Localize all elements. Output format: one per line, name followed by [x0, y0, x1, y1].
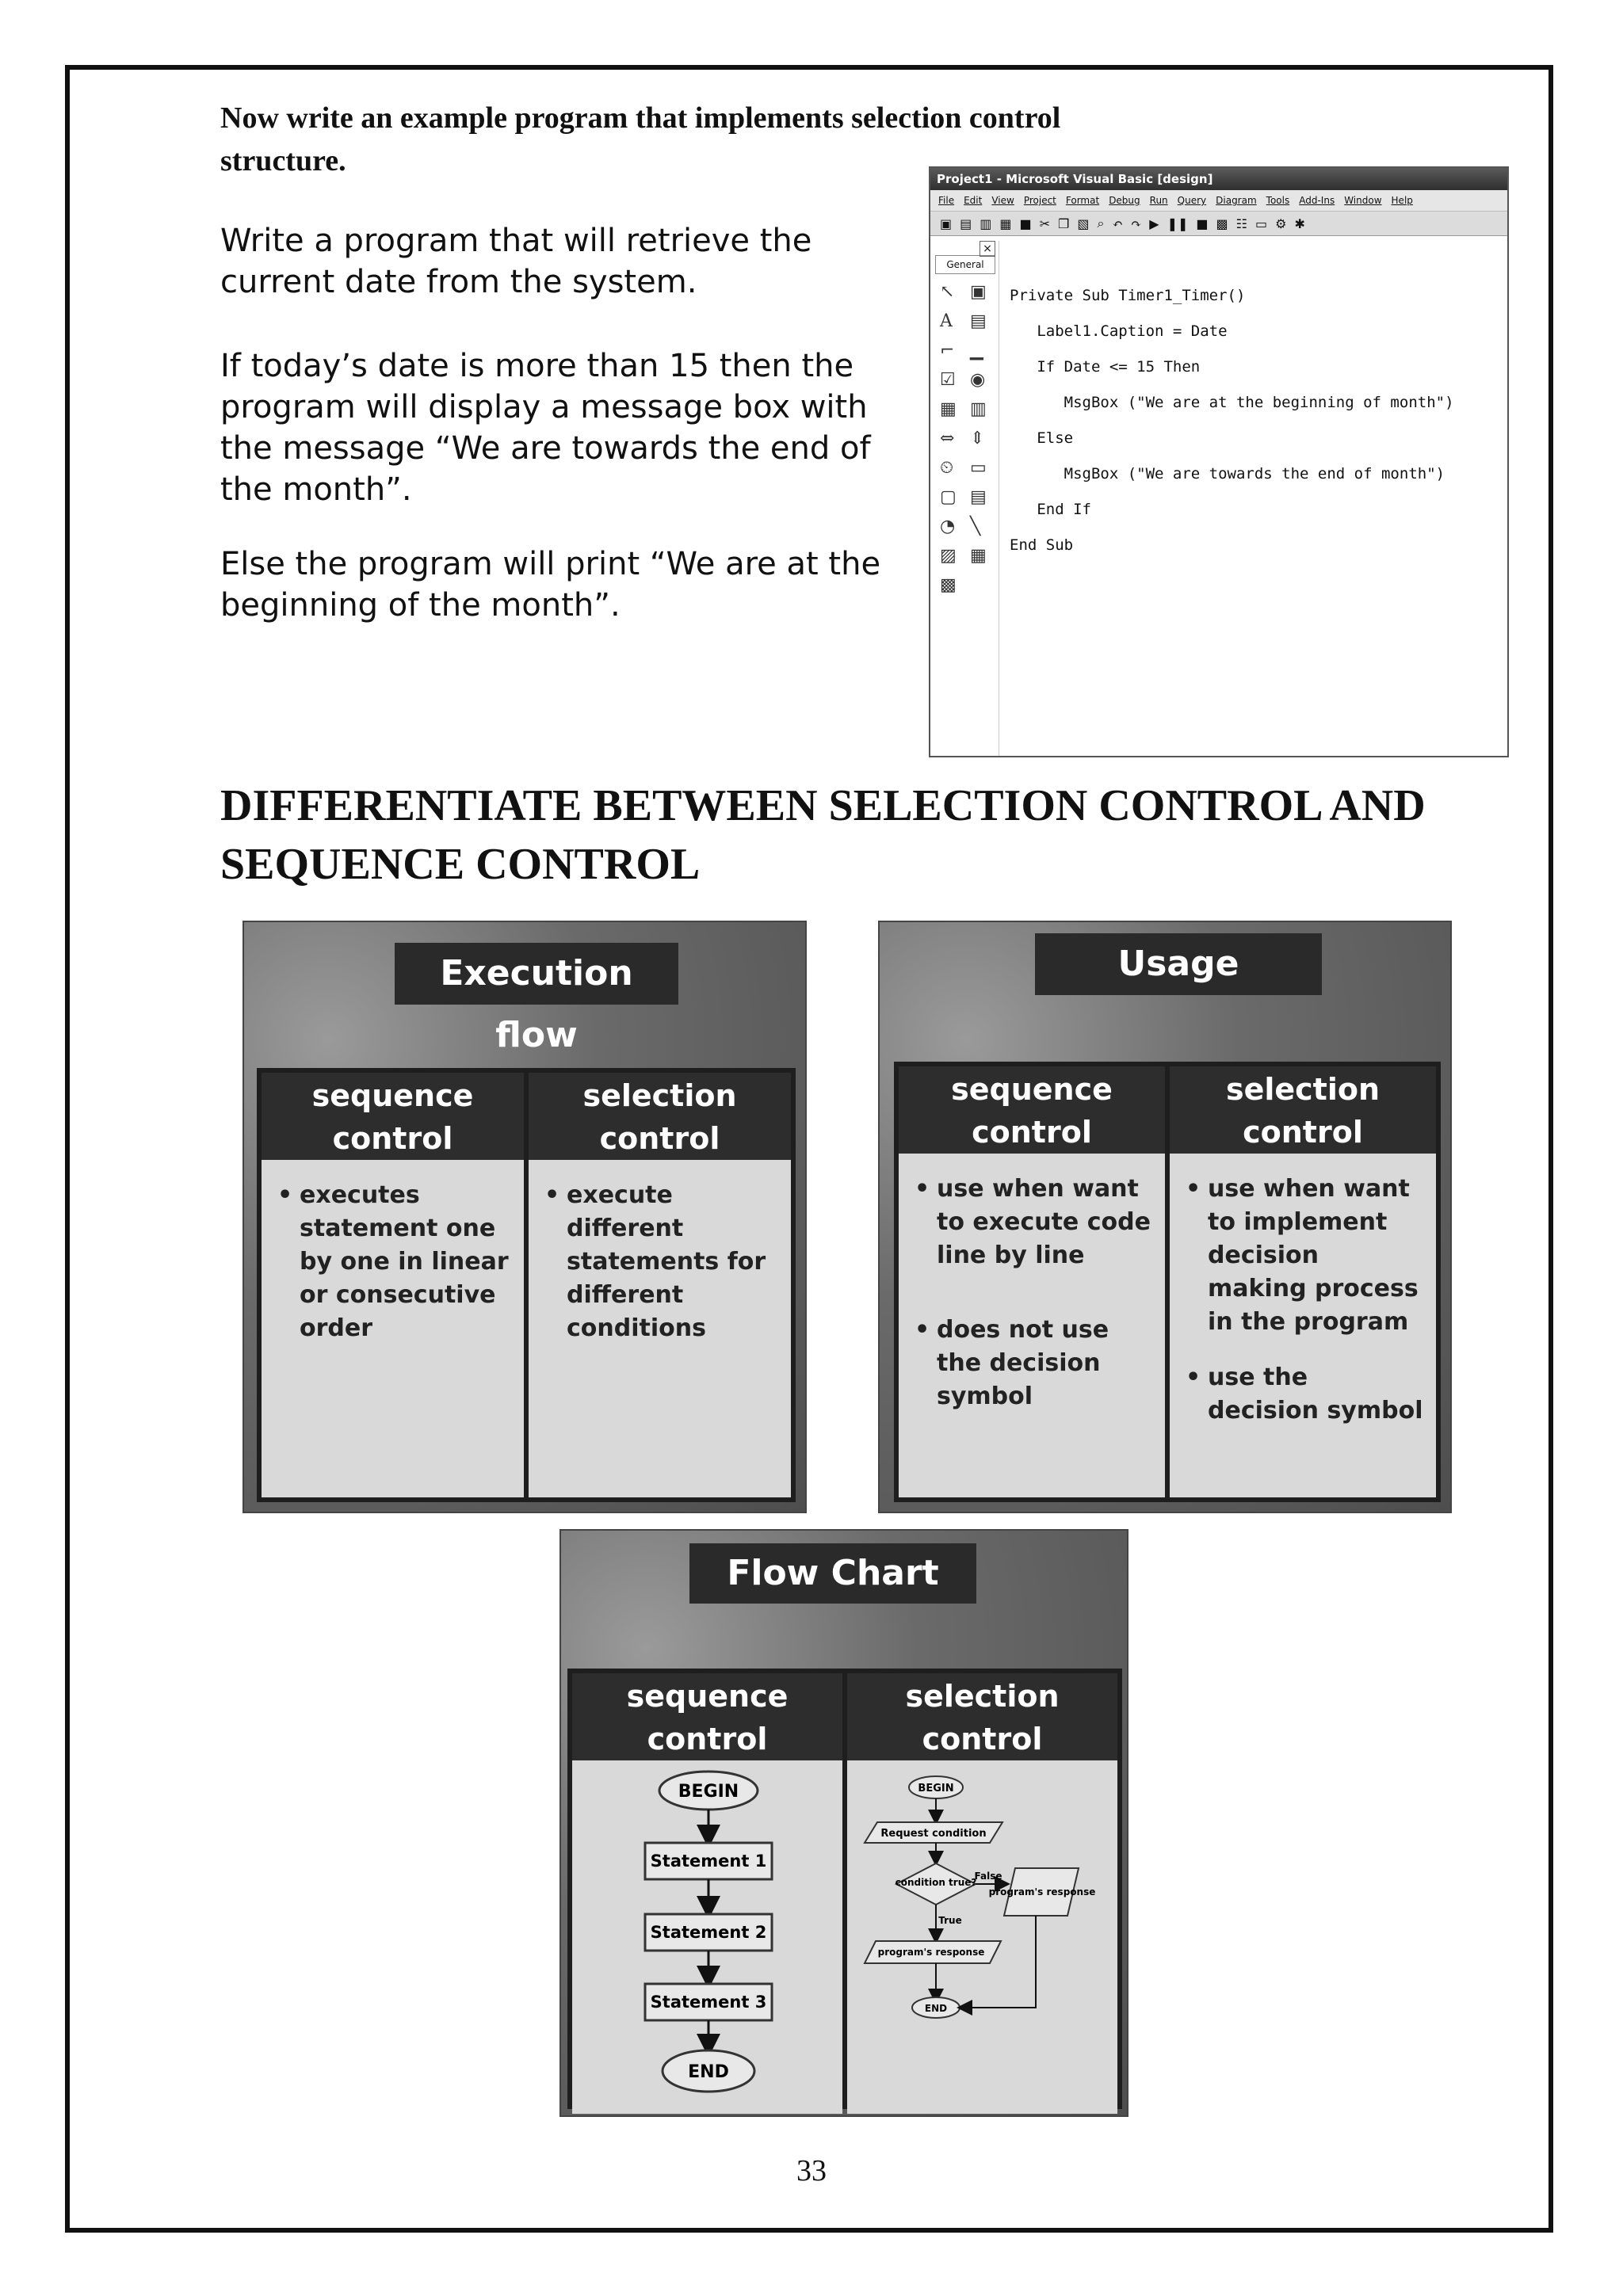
- stop-icon[interactable]: ■: [1196, 215, 1209, 231]
- vb-menu-item[interactable]: Query: [1177, 195, 1207, 206]
- column-header: selection control: [847, 1673, 1117, 1760]
- combobox-tool-icon[interactable]: ▦: [940, 399, 957, 419]
- pointer-tool-icon[interactable]: ↖: [940, 282, 955, 302]
- vb-menu-item[interactable]: View: [991, 195, 1014, 206]
- true-label: True: [938, 1915, 962, 1926]
- sel-end-label: END: [924, 2003, 948, 2014]
- column-selection: [529, 1073, 791, 1497]
- code-window[interactable]: [1010, 242, 1454, 635]
- slide-title: Usage: [1035, 933, 1322, 995]
- sel-begin-label: BEGIN: [918, 1783, 954, 1794]
- column-body: [572, 1760, 842, 2114]
- column-body: [262, 1160, 524, 1497]
- task-paragraph-1: Write a program that will retrieve the current date from the system.: [220, 223, 812, 300]
- data-tool-icon[interactable]: ▦: [970, 546, 987, 566]
- vb-menu-item[interactable]: Project: [1023, 195, 1056, 206]
- undo-icon[interactable]: ↶: [1112, 215, 1123, 231]
- bullet-item: • use when want to execute code line by line: [913, 1173, 1154, 1272]
- vscroll-tool-icon[interactable]: ⇕: [970, 429, 985, 448]
- request-condition-label: Request condition: [880, 1828, 987, 1840]
- vb-menu-item[interactable]: Window: [1344, 195, 1382, 206]
- listbox-tool-icon[interactable]: ▥: [970, 399, 987, 419]
- comparison-table: [257, 1068, 796, 1502]
- vb-toolbar: [930, 212, 1507, 236]
- label-tool-icon[interactable]: A: [940, 311, 953, 331]
- code-line: End If: [1010, 501, 1091, 518]
- slide-title: Flow Chart: [689, 1543, 976, 1604]
- column-header: sequence control: [572, 1673, 842, 1760]
- false-response-label: program's response: [988, 1886, 1096, 1897]
- save-icon[interactable]: ■: [1019, 215, 1032, 231]
- column-body: [529, 1160, 791, 1497]
- column-body: [847, 1760, 1117, 2114]
- vb-menu-item[interactable]: File: [938, 195, 955, 206]
- textbox-tool-icon[interactable]: ▤: [970, 311, 987, 331]
- vb-menu-item[interactable]: Edit: [964, 195, 983, 206]
- run-icon[interactable]: ▶: [1149, 215, 1159, 231]
- vb-title-bar: Project1 - Microsoft Visual Basic [design]: [930, 168, 1507, 190]
- slide-flow-chart: [559, 1529, 1128, 2117]
- task-paragraph-3: Else the program will print “We are at the beginning of the month”.: [220, 546, 881, 624]
- dir-tool-icon[interactable]: ▢: [940, 487, 957, 507]
- column-header: sequence control: [899, 1066, 1165, 1154]
- vb-menu-item[interactable]: Run: [1149, 195, 1168, 206]
- bullet-item: • use when want to implement decision making process in the program: [1184, 1173, 1425, 1339]
- slide-execution-flow: [242, 921, 807, 1513]
- find-icon[interactable]: ⌕: [1097, 215, 1105, 231]
- line-tool-icon[interactable]: ╲: [970, 517, 981, 536]
- column-header: sequence control: [262, 1073, 524, 1160]
- open-icon[interactable]: ▦: [999, 215, 1012, 231]
- column-body: [899, 1154, 1165, 1497]
- picture-tool-icon[interactable]: ▣: [970, 282, 987, 302]
- false-label: False: [974, 1871, 1002, 1882]
- option-tool-icon[interactable]: ◉: [970, 370, 986, 390]
- pause-icon[interactable]: ❚❚: [1167, 215, 1189, 231]
- code-line: Else: [1010, 429, 1074, 447]
- project-explorer-icon[interactable]: ▩: [1216, 215, 1228, 231]
- statement-1-label: Statement 1: [650, 1852, 767, 1871]
- paste-icon[interactable]: ▧: [1077, 215, 1090, 231]
- column-selection: [1170, 1066, 1436, 1497]
- vb-toolbox: [935, 241, 999, 756]
- end-label: END: [688, 2062, 729, 2082]
- code-line: Label1.Caption = Date: [1010, 322, 1228, 340]
- column-sequence: [572, 1673, 842, 2104]
- column-selection: [847, 1673, 1117, 2104]
- toolbox-tab-general[interactable]: General: [935, 255, 995, 274]
- vb-ide-screenshot: [929, 166, 1509, 757]
- code-line: End Sub: [1010, 536, 1074, 554]
- page-number: 33: [796, 2154, 827, 2187]
- properties-icon[interactable]: ☷: [1235, 215, 1247, 231]
- checkbox-tool-icon[interactable]: ☑: [940, 370, 956, 390]
- slide-usage: [878, 921, 1452, 1513]
- drive-tool-icon[interactable]: ▭: [970, 458, 987, 478]
- ole-tool-icon[interactable]: ▩: [940, 575, 957, 595]
- intro-text: Now write an example program that implements selection control structure.: [220, 101, 1061, 177]
- add-project-icon[interactable]: ▣: [940, 215, 953, 231]
- form-layout-icon[interactable]: ▭: [1255, 215, 1268, 231]
- shape-tool-icon[interactable]: ◔: [940, 517, 956, 536]
- cut-icon[interactable]: ✂: [1039, 215, 1051, 231]
- true-response-label: program's response: [877, 1947, 985, 1958]
- code-line: Private Sub Timer1_Timer(): [1010, 287, 1246, 304]
- redo-icon[interactable]: ↷: [1130, 215, 1142, 231]
- section-heading: DIFFERENTIATE BETWEEN SELECTION CONTROL AND SEQUENCE CONTROL: [220, 781, 1426, 889]
- button-tool-icon[interactable]: ▁: [970, 341, 983, 360]
- vb-menu-item[interactable]: Format: [1065, 195, 1100, 206]
- menu-editor-icon[interactable]: ▥: [980, 215, 992, 231]
- statement-3-label: Statement 3: [650, 1993, 767, 2012]
- column-body: [1170, 1154, 1436, 1497]
- selection-flowchart: [847, 1760, 1115, 2104]
- task-paragraph-2: If today’s date is more than 15 then the program will display a message box with the message “We are towards the end of the month”.: [220, 348, 871, 508]
- code-line: MsgBox ("We are at the beginning of month"): [1010, 394, 1454, 411]
- vb-menu-item[interactable]: Tools: [1266, 195, 1290, 206]
- code-line: MsgBox ("We are towards the end of month"): [1010, 465, 1445, 482]
- vb-menu-item[interactable]: Debug: [1109, 195, 1140, 206]
- vb-menu-item[interactable]: Help: [1391, 195, 1413, 206]
- comparison-table: [894, 1062, 1441, 1502]
- statement-2-label: Statement 2: [650, 1923, 767, 1942]
- copy-icon[interactable]: ❐: [1058, 215, 1070, 231]
- column-sequence: [262, 1073, 524, 1497]
- comparison-table: [567, 1669, 1122, 2109]
- sequence-flowchart: [572, 1760, 840, 2104]
- vb-menu-item[interactable]: Add-Ins: [1299, 195, 1335, 206]
- column-header: selection control: [1170, 1066, 1436, 1154]
- column-sequence: [899, 1066, 1165, 1497]
- toolbox-icon[interactable]: ✱: [1294, 215, 1305, 231]
- frame-tool-icon[interactable]: ⌐: [940, 341, 955, 360]
- condition-label: condition true?: [895, 1877, 977, 1888]
- column-header: selection control: [529, 1073, 791, 1160]
- vb-menu-bar: [930, 190, 1507, 212]
- close-icon[interactable]: ×: [980, 241, 995, 257]
- bullet-item: • use the decision symbol: [1184, 1361, 1425, 1428]
- image-tool-icon[interactable]: ▨: [940, 546, 957, 566]
- begin-label: BEGIN: [678, 1782, 739, 1802]
- bullet-item: • executes statement one by one in linear or consecutive order: [276, 1179, 513, 1345]
- bullet-item: • does not use the decision symbol: [913, 1314, 1154, 1413]
- add-form-icon[interactable]: ▤: [960, 215, 972, 231]
- slide-title: Execution flow: [395, 943, 678, 1005]
- vb-menu-item[interactable]: Diagram: [1216, 195, 1257, 206]
- object-browser-icon[interactable]: ⚙: [1275, 215, 1287, 231]
- hscroll-tool-icon[interactable]: ⇔: [940, 429, 955, 448]
- bullet-item: • execute different statements for different conditions: [543, 1179, 780, 1345]
- file-tool-icon[interactable]: ▤: [970, 487, 987, 507]
- code-line: If Date <= 15 Then: [1010, 358, 1201, 376]
- timer-tool-icon[interactable]: ⏲: [940, 458, 954, 478]
